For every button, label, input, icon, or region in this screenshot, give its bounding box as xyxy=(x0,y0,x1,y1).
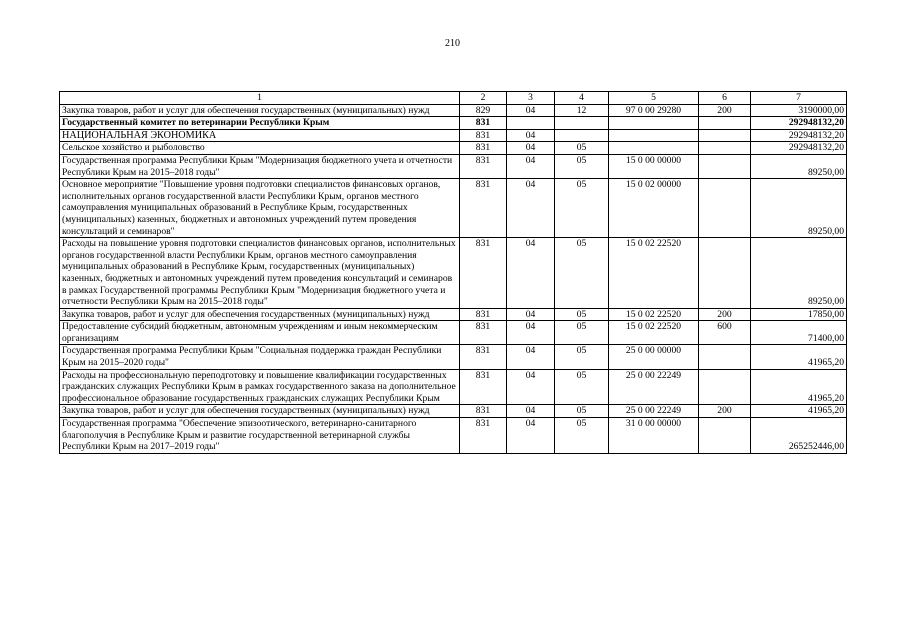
row-amount-cell: 3190000,00 xyxy=(751,104,847,117)
row-subsection-cell: 05 xyxy=(555,405,609,418)
row-amount-cell: 292948132,20 xyxy=(751,117,847,130)
row-name-cell: Расходы на повышение уровня подготовки специалистов финансовых органов, исполнительных органов государственной власти Республики Крым, органов местного самоуправления муниципальных образований в Республике Крым, государственных (муниципальных) казенных, бюджетных и автономных учреждений путем проведения консультаций и семинаров в рамках Государственной программы Республики Крым "Модернизация бюджетного учета и отчетности Республики Крым на 2015–2018 годы" xyxy=(60,238,460,309)
header-cell: 6 xyxy=(699,92,751,105)
row-amount-cell: 292948132,20 xyxy=(751,129,847,142)
table-row xyxy=(60,142,847,155)
row-admin-code-cell: 831 xyxy=(460,142,507,155)
row-target-article-cell xyxy=(609,129,699,142)
row-expense-type-cell xyxy=(699,129,751,142)
row-subsection-cell: 12 xyxy=(555,104,609,117)
row-section-cell: 04 xyxy=(507,179,555,238)
budget-table xyxy=(59,91,847,454)
table-row xyxy=(60,179,847,238)
table-row xyxy=(60,129,847,142)
row-target-article-cell: 97 0 00 29280 xyxy=(609,104,699,117)
table-row xyxy=(60,154,847,178)
row-subsection-cell: 05 xyxy=(555,369,609,405)
row-amount-cell: 71400,00 xyxy=(751,321,847,345)
row-target-article-cell: 31 0 00 00000 xyxy=(609,418,699,454)
row-admin-code-cell: 831 xyxy=(460,154,507,178)
row-subsection-cell: 05 xyxy=(555,308,609,321)
row-subsection-cell xyxy=(555,117,609,130)
row-target-article-cell: 15 0 02 22520 xyxy=(609,321,699,345)
row-section-cell: 04 xyxy=(507,369,555,405)
header-cell: 5 xyxy=(609,92,699,105)
row-admin-code-cell: 831 xyxy=(460,418,507,454)
row-amount-cell: 41965,20 xyxy=(751,405,847,418)
row-amount-cell: 17850,00 xyxy=(751,308,847,321)
row-name-cell: НАЦИОНАЛЬНАЯ ЭКОНОМИКА xyxy=(60,129,460,142)
row-subsection-cell: 05 xyxy=(555,238,609,309)
table-row xyxy=(60,104,847,117)
table-row xyxy=(60,117,847,130)
row-target-article-cell: 25 0 00 22249 xyxy=(609,369,699,405)
row-section-cell: 04 xyxy=(507,154,555,178)
row-name-cell: Предоставление субсидий бюджетным, автономным учреждениям и иным некоммерческим организациям xyxy=(60,321,460,345)
row-amount-cell: 89250,00 xyxy=(751,154,847,178)
table-row xyxy=(60,345,847,369)
row-admin-code-cell: 831 xyxy=(460,179,507,238)
row-expense-type-cell: 200 xyxy=(699,104,751,117)
row-section-cell: 04 xyxy=(507,308,555,321)
row-target-article-cell: 15 0 02 22520 xyxy=(609,238,699,309)
row-target-article-cell: 15 0 02 22520 xyxy=(609,308,699,321)
row-name-cell: Закупка товаров, работ и услуг для обеспечения государственных (муниципальных) нужд xyxy=(60,104,460,117)
header-cell: 7 xyxy=(751,92,847,105)
row-amount-cell: 89250,00 xyxy=(751,238,847,309)
page-number: 210 xyxy=(445,38,460,49)
row-expense-type-cell xyxy=(699,179,751,238)
row-expense-type-cell: 200 xyxy=(699,405,751,418)
row-section-cell: 04 xyxy=(507,418,555,454)
row-subsection-cell: 05 xyxy=(555,321,609,345)
row-admin-code-cell: 831 xyxy=(460,345,507,369)
table-header-row xyxy=(60,92,847,105)
row-admin-code-cell: 831 xyxy=(460,308,507,321)
row-amount-cell: 292948132,20 xyxy=(751,142,847,155)
row-subsection-cell xyxy=(555,129,609,142)
row-section-cell: 04 xyxy=(507,321,555,345)
row-name-cell: Государственная программа "Обеспечение эпизоотического, ветеринарно-санитарного благополучия в Республике Крым и развитие государственной ветеринарной службы Республики Крым на 2017–2019 годы" xyxy=(60,418,460,454)
row-section-cell: 04 xyxy=(507,405,555,418)
table-row xyxy=(60,418,847,454)
table-row xyxy=(60,308,847,321)
row-amount-cell: 41965,20 xyxy=(751,369,847,405)
row-expense-type-cell xyxy=(699,117,751,130)
row-name-cell: Расходы на профессиональную переподготовку и повышение квалификации государственных гражданских служащих Республики Крым в рамках государственного заказа на дополнительное профессиональное образование государственных гражданских служащих Республики Крым xyxy=(60,369,460,405)
table-row xyxy=(60,321,847,345)
row-admin-code-cell: 831 xyxy=(460,321,507,345)
row-admin-code-cell: 831 xyxy=(460,369,507,405)
row-expense-type-cell xyxy=(699,142,751,155)
row-admin-code-cell: 829 xyxy=(460,104,507,117)
row-admin-code-cell: 831 xyxy=(460,238,507,309)
row-amount-cell: 41965,20 xyxy=(751,345,847,369)
row-subsection-cell: 05 xyxy=(555,418,609,454)
table-row xyxy=(60,405,847,418)
row-expense-type-cell xyxy=(699,345,751,369)
row-admin-code-cell: 831 xyxy=(460,129,507,142)
row-target-article-cell xyxy=(609,142,699,155)
row-subsection-cell: 05 xyxy=(555,154,609,178)
row-name-cell: Государственный комитет по ветеринарии Республики Крым xyxy=(60,117,460,130)
row-target-article-cell: 25 0 00 22249 xyxy=(609,405,699,418)
row-admin-code-cell: 831 xyxy=(460,405,507,418)
row-subsection-cell: 05 xyxy=(555,142,609,155)
row-name-cell: Закупка товаров, работ и услуг для обеспечения государственных (муниципальных) нужд xyxy=(60,308,460,321)
table-row xyxy=(60,369,847,405)
row-section-cell: 04 xyxy=(507,345,555,369)
row-expense-type-cell: 600 xyxy=(699,321,751,345)
row-target-article-cell: 25 0 00 00000 xyxy=(609,345,699,369)
row-name-cell: Основное мероприятие "Повышение уровня подготовки специалистов финансовых органов, исполнительных органов государственной власти Республики Крым, органов местного самоуправления муниципальных образований в Республике Крым, государственных (муниципальных) казенных, бюджетных и автономных учреждений путем проведения консультаций и семинаров" xyxy=(60,179,460,238)
row-section-cell: 04 xyxy=(507,142,555,155)
row-name-cell: Государственная программа Республики Крым "Модернизация бюджетного учета и отчетности Республики Крым на 2015–2018 годы" xyxy=(60,154,460,178)
row-section-cell: 04 xyxy=(507,129,555,142)
row-expense-type-cell xyxy=(699,154,751,178)
row-amount-cell: 89250,00 xyxy=(751,179,847,238)
row-target-article-cell: 15 0 00 00000 xyxy=(609,154,699,178)
row-name-cell: Государственная программа Республики Крым "Социальная поддержка граждан Республики Крым на 2015–2020 годы" xyxy=(60,345,460,369)
row-target-article-cell: 15 0 02 00000 xyxy=(609,179,699,238)
header-cell: 3 xyxy=(507,92,555,105)
header-cell: 4 xyxy=(555,92,609,105)
row-subsection-cell: 05 xyxy=(555,179,609,238)
row-section-cell: 04 xyxy=(507,238,555,309)
row-name-cell: Закупка товаров, работ и услуг для обеспечения государственных (муниципальных) нужд xyxy=(60,405,460,418)
row-expense-type-cell xyxy=(699,369,751,405)
header-cell: 1 xyxy=(60,92,460,105)
row-expense-type-cell: 200 xyxy=(699,308,751,321)
table-row xyxy=(60,238,847,309)
row-amount-cell: 265252446,00 xyxy=(751,418,847,454)
header-cell: 2 xyxy=(460,92,507,105)
row-section-cell: 04 xyxy=(507,104,555,117)
row-name-cell: Сельское хозяйство и рыболовство xyxy=(60,142,460,155)
row-expense-type-cell xyxy=(699,418,751,454)
row-admin-code-cell: 831 xyxy=(460,117,507,130)
row-subsection-cell: 05 xyxy=(555,345,609,369)
row-target-article-cell xyxy=(609,117,699,130)
row-expense-type-cell xyxy=(699,238,751,309)
row-section-cell xyxy=(507,117,555,130)
